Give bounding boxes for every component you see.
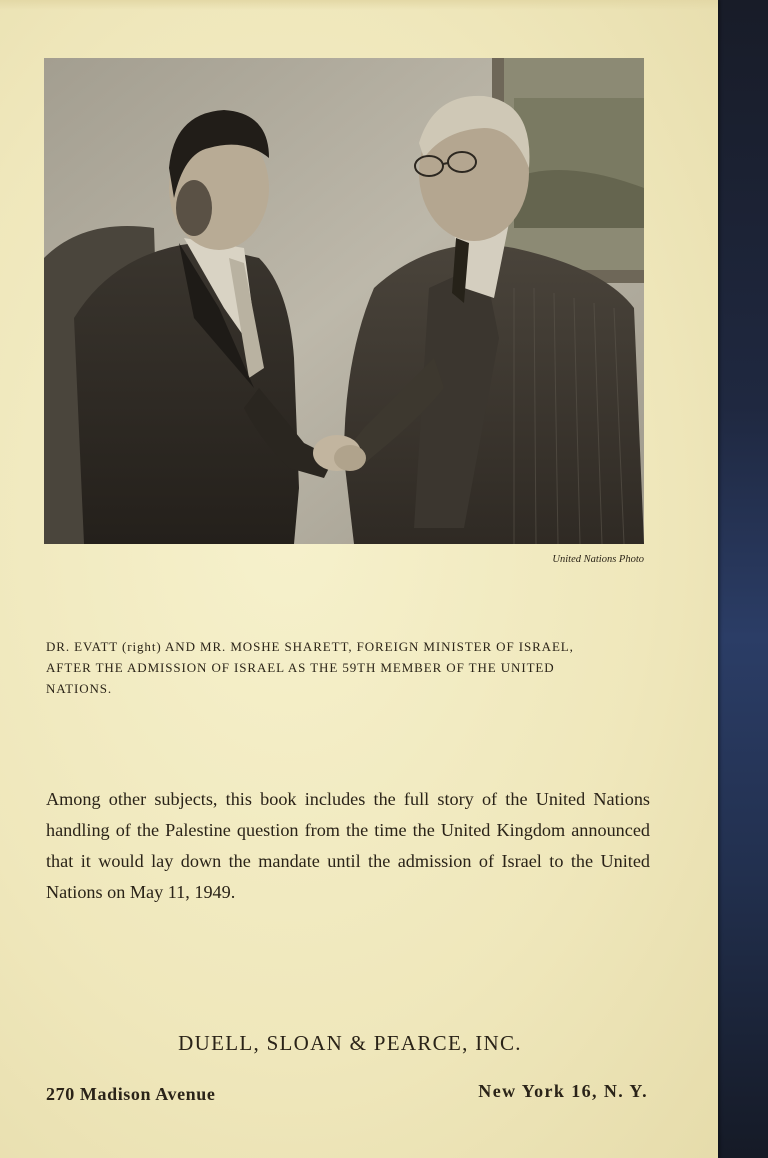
publisher-city: New York 16, N. Y. xyxy=(478,1081,648,1101)
photo-caption xyxy=(46,636,650,699)
caption-line-3: NATIONS. xyxy=(46,681,113,696)
worn-edge xyxy=(0,0,718,10)
publisher-address: 270 Madison Avenue xyxy=(46,1084,216,1104)
handshake-photo xyxy=(44,58,644,544)
caption-line-2: AFTER THE ADMISSION OF ISRAEL AS THE 59TH MEMBER OF THE UNITED xyxy=(46,660,555,675)
photograph xyxy=(44,58,644,544)
publisher-name: DUELL, SLOAN & PEARCE, INC. xyxy=(178,1031,522,1055)
book-description: Among other subjects, this book includes the full story of the United Nations handling of the Palestine question from the time the United Kingdom announced that it would lay down the mandate until the admission of Israel to the United Nations on May 11, 1949. xyxy=(46,789,650,902)
book-spine xyxy=(712,0,768,1158)
caption-line-1: DR. EVATT (right) AND MR. MOSHE SHARETT, FOREIGN MINISTER OF ISRAEL, xyxy=(46,639,574,654)
photo-credit: United Nations Photo xyxy=(552,554,644,565)
